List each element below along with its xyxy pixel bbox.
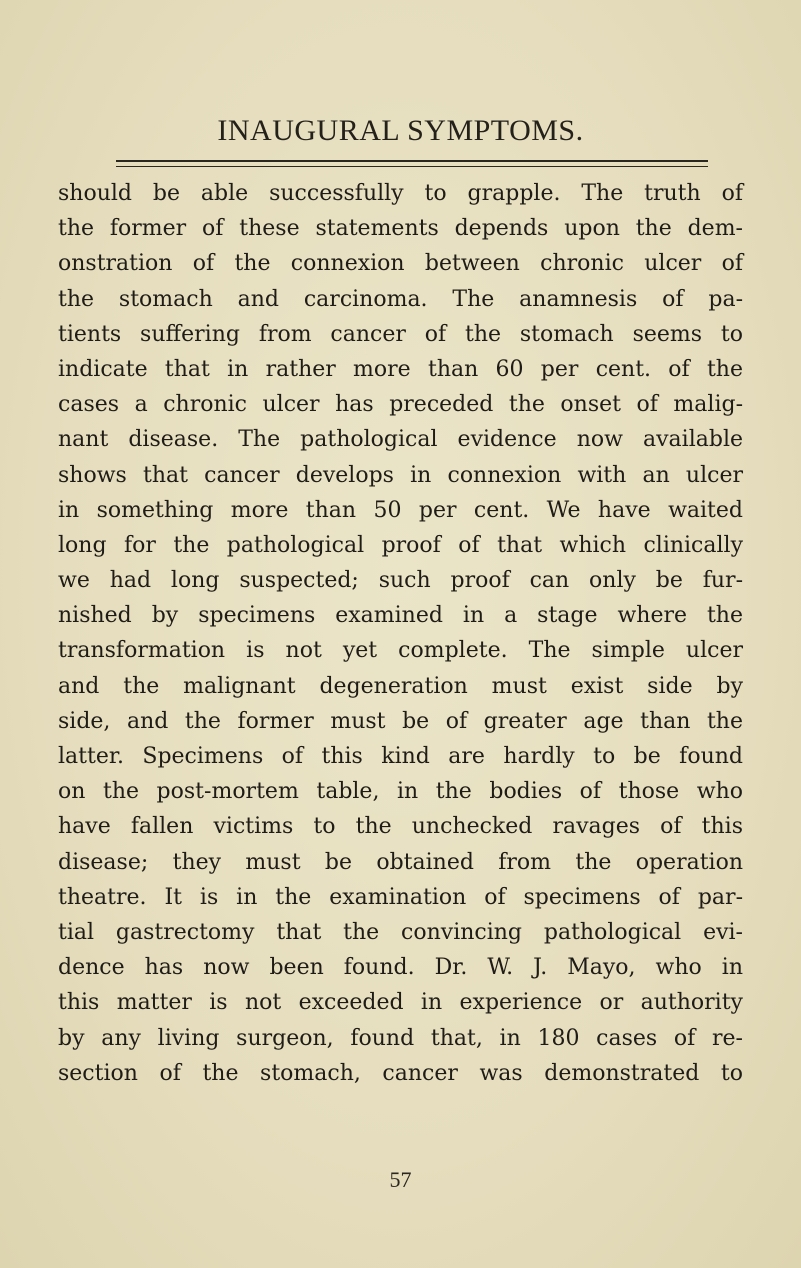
text-line: have fallen victims to the unchecked ravages of this <box>58 814 743 840</box>
text-line: section of the stomach, cancer was demonstrated to <box>58 1060 743 1086</box>
text-line: should be able successfully to grapple. The truth of <box>58 181 743 206</box>
text-line: theatre. It is in the examination of specimens of par- <box>58 884 743 910</box>
text-line: this matter is not exceeded in experience or authority <box>58 990 743 1016</box>
text-line: tients suffering from cancer of the stomach seems to <box>58 321 743 347</box>
text-line: long for the pathological proof of that which clinically <box>58 532 743 558</box>
text-line: tial gastrectomy that the convincing pathological evi- <box>58 919 743 945</box>
body-text <box>58 176 743 1091</box>
text-line: disease; they must be obtained from the operation <box>58 849 743 875</box>
text-line: the stomach and carcinoma. The anamnesis of pa- <box>58 286 743 312</box>
text-line: in something more than 50 per cent. We have waited <box>58 497 743 523</box>
text-line: and the malignant degeneration must exist side by <box>58 673 743 699</box>
text-line: we had long suspected; such proof can only be fur- <box>58 568 743 594</box>
text-line: nished by specimens examined in a stage where the <box>58 603 743 629</box>
text-line: indicate that in rather more than 60 per cent. of the <box>58 356 743 382</box>
text-line: by any living surgeon, found that, in 180 cases of re- <box>58 1025 743 1051</box>
text-line: nant disease. The pathological evidence now available <box>58 427 743 453</box>
header-rule <box>116 160 708 162</box>
page-number: 57 <box>389 1167 412 1192</box>
text-line: cases a chronic ulcer has preceded the onset of malig- <box>58 392 743 418</box>
header-rule-thin <box>116 166 708 167</box>
text-line: the former of these statements depends upon the dem- <box>58 216 743 242</box>
text-line: on the post-mortem table, in the bodies of those who <box>58 779 743 805</box>
text-line: dence has now been found. Dr. W. J. Mayo, who in <box>58 955 743 981</box>
text-line: transformation is not yet complete. The simple ulcer <box>58 638 743 664</box>
text-line: shows that cancer develops in connexion with an ulcer <box>58 462 743 488</box>
text-line: onstration of the connexion between chronic ulcer of <box>58 251 743 277</box>
text-line: side, and the former must be of greater age than the <box>58 708 743 734</box>
text-line: latter. Specimens of this kind are hardly to be found <box>58 744 743 769</box>
running-head: INAUGURAL SYMPTOMS. <box>217 114 584 147</box>
